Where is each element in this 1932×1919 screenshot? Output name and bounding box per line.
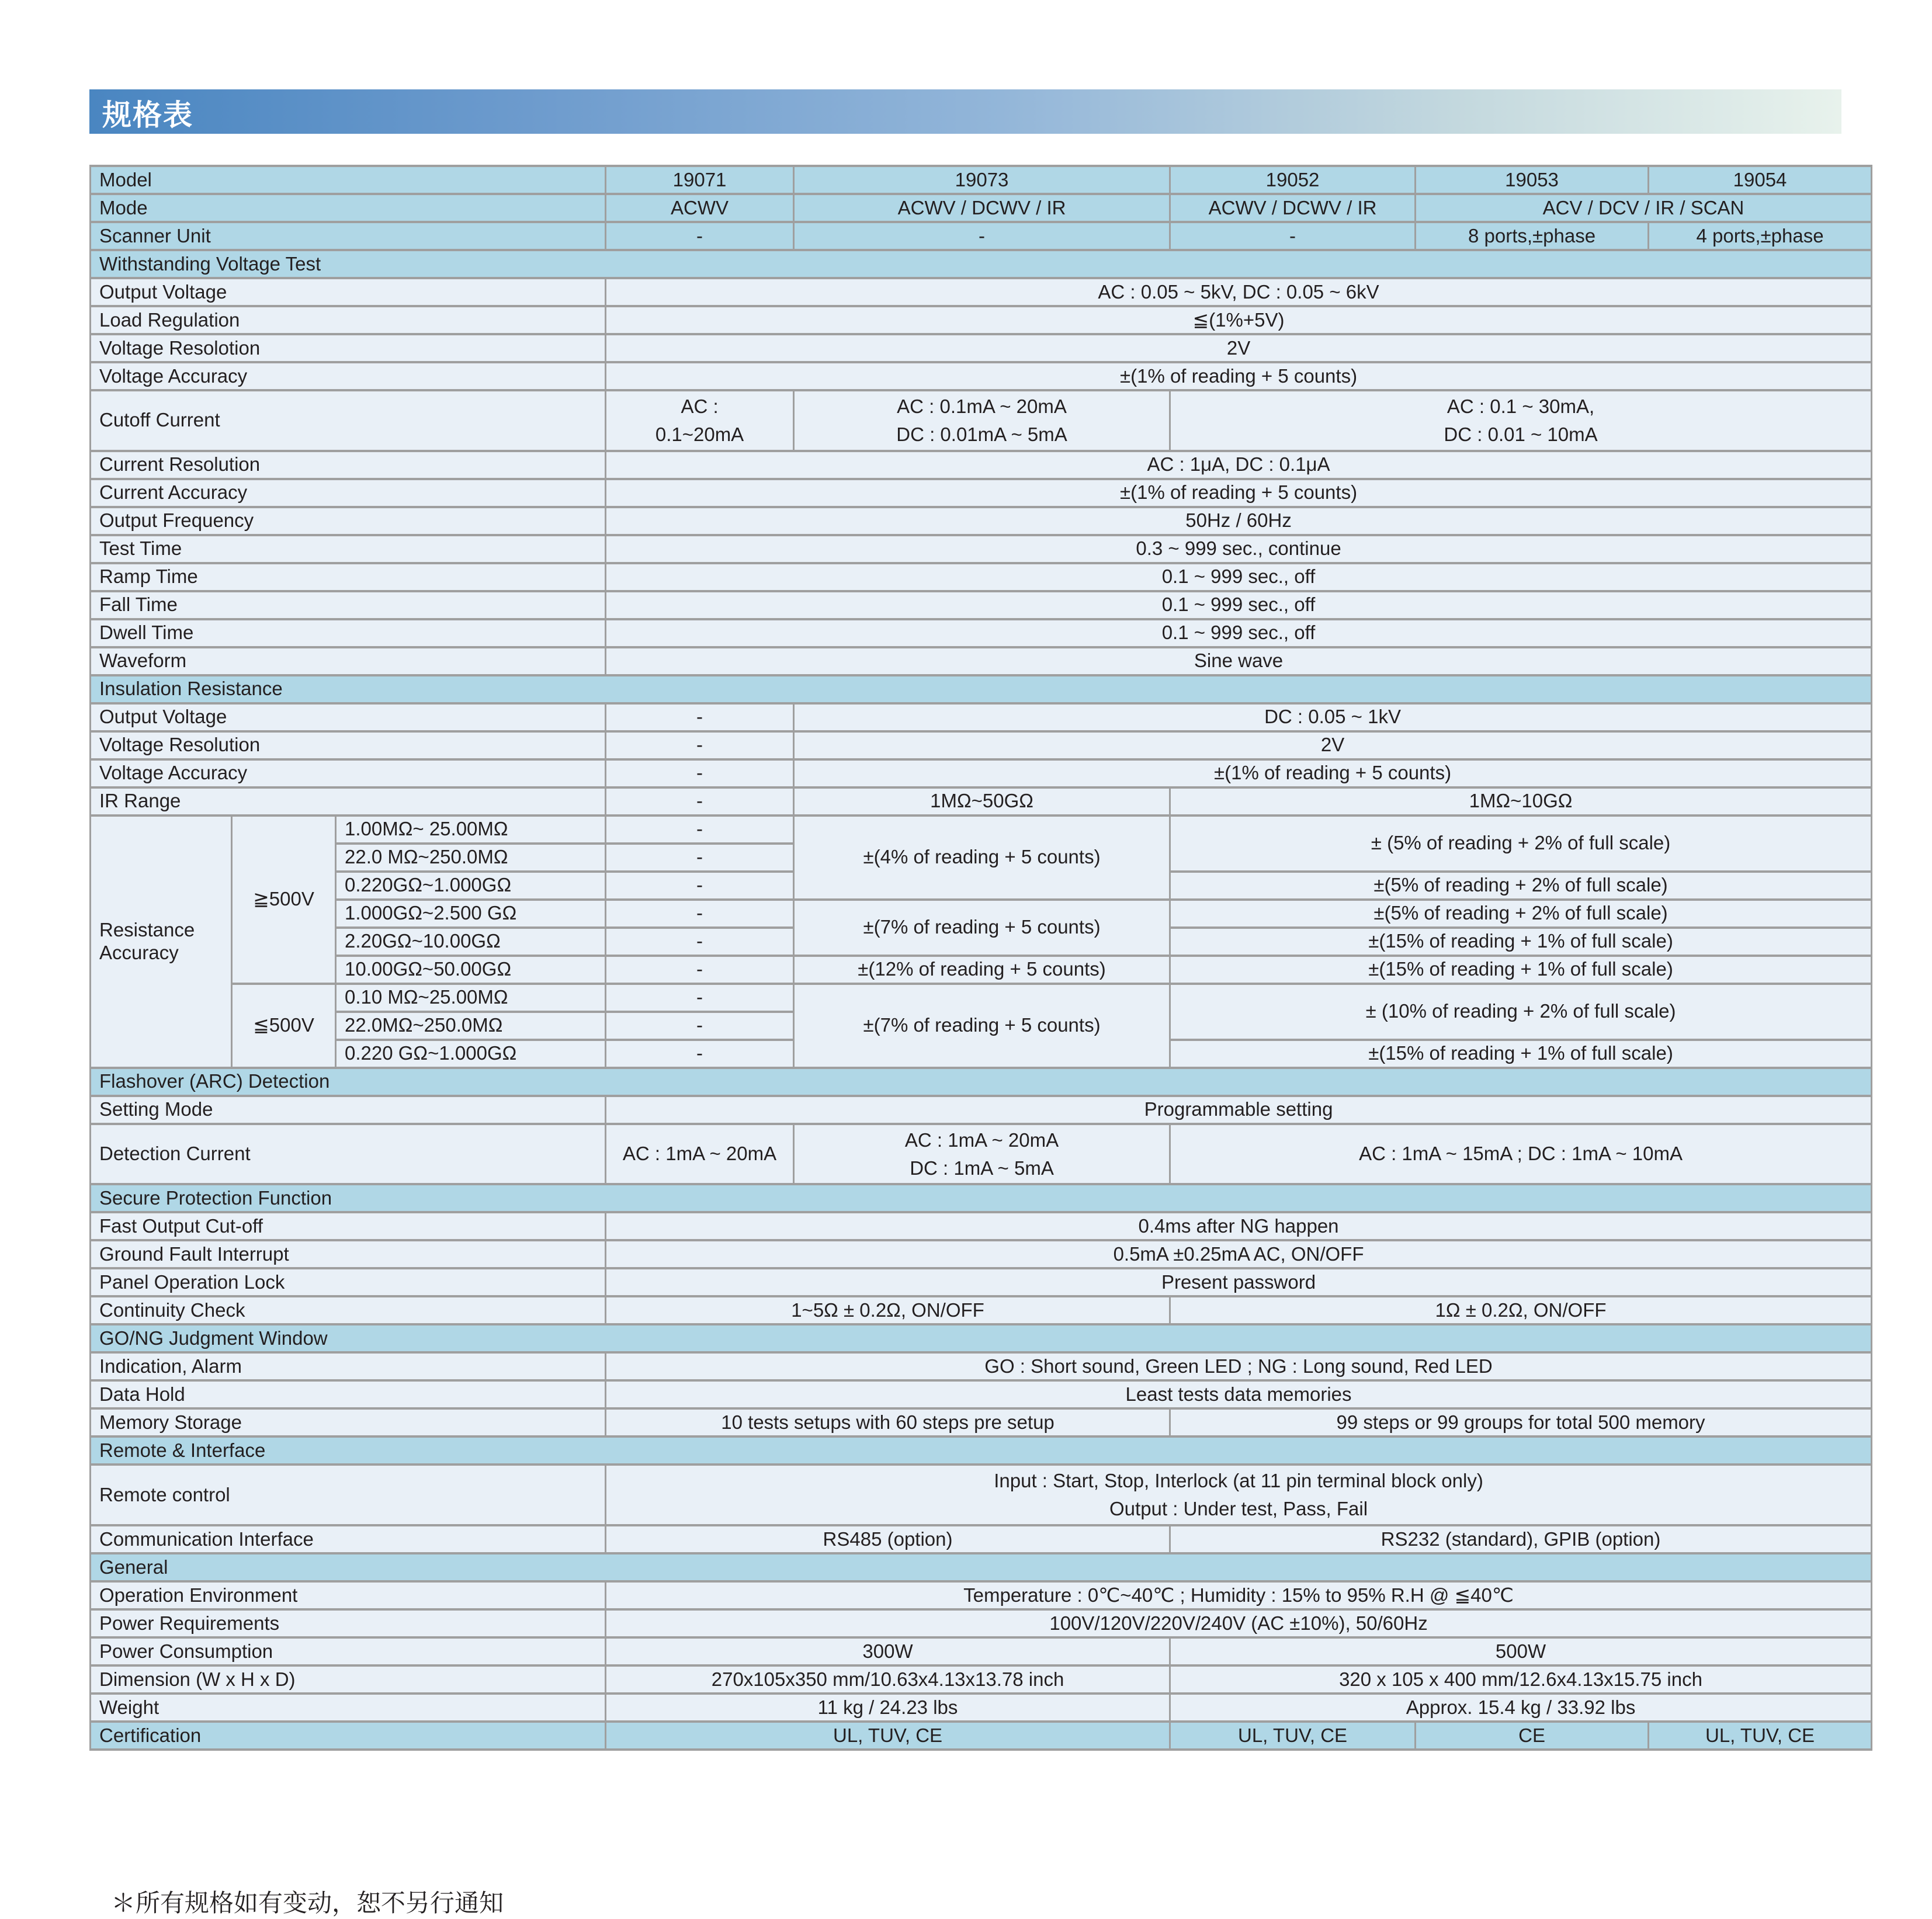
res-acc-4-19052-19054: ±(5% of reading + 2% of full scale) (1170, 900, 1872, 928)
operation-env-value: Temperature : 0℃~40℃ ; Humidity : 15% to 95% R.H @ ≦40℃ (606, 1581, 1872, 1609)
mode-label: Mode (91, 194, 606, 222)
scanner-19053: 8 ports,±phase (1416, 222, 1649, 250)
power-consumption-19052-19054: 500W (1170, 1637, 1872, 1665)
test-time-label: Test Time (91, 535, 606, 563)
scanner-19054: 4 ports,±phase (1649, 222, 1872, 250)
row-fall-time (91, 591, 1872, 619)
detection-current-19073 (794, 1124, 1170, 1185)
row-scanner-unit (91, 222, 1872, 250)
memory-storage-19052-19054: 99 steps or 99 groups for total 500 memory (1170, 1408, 1872, 1436)
detection-19073-line1: AC : 1mA ~ 20mA (904, 1129, 1059, 1151)
weight-19052-19054: Approx. 15.4 kg / 33.92 lbs (1170, 1694, 1872, 1722)
res-acc-range-4: 1.000GΩ~2.500 GΩ (336, 900, 606, 928)
row-ground-fault-interrupt (91, 1240, 1872, 1268)
row-setting-mode (91, 1096, 1872, 1124)
res-acc-range-8: 22.0MΩ~250.0MΩ (336, 1012, 606, 1040)
row-res-acc-6 (91, 956, 1872, 984)
comm-interface-19052-19054: RS232 (standard), GPIB (option) (1170, 1525, 1872, 1553)
continuity-check-19052-19054: 1Ω ± 0.2Ω, ON/OFF (1170, 1296, 1872, 1324)
cutoff-current-19071 (606, 390, 794, 451)
dwell-time-label: Dwell Time (91, 619, 606, 647)
dimension-19071-19073: 270x105x350 mm/10.63x4.13x13.78 inch (606, 1665, 1170, 1694)
section-title: Remote & Interface (91, 1436, 1872, 1465)
row-output-frequency (91, 507, 1872, 535)
cutoff-19073-line1: AC : 0.1mA ~ 20mA (897, 395, 1067, 417)
model-label: Model (91, 166, 606, 194)
ir-output-voltage-label: Output Voltage (91, 703, 606, 731)
row-fast-output-cutoff (91, 1212, 1872, 1240)
ir-range-19052-19054: 1MΩ~10GΩ (1170, 787, 1872, 816)
section-secure-protection-function (91, 1184, 1872, 1212)
row-dimension (91, 1665, 1872, 1694)
row-panel-operation-lock (91, 1268, 1872, 1296)
remote-control-value (606, 1465, 1872, 1525)
panel-lock-label: Panel Operation Lock (91, 1268, 606, 1296)
row-remote-control (91, 1465, 1872, 1525)
certification-19071-19073: UL, TUV, CE (606, 1722, 1170, 1750)
row-memory-storage (91, 1408, 1872, 1436)
mode-19053-19054: ACV / DCV / IR / SCAN (1416, 194, 1872, 222)
res-acc-9-19052-19054: ±(15% of reading + 1% of full scale) (1170, 1040, 1872, 1068)
detection-19073-line2: DC : 1mA ~ 5mA (910, 1157, 1054, 1179)
model-19073: 19073 (794, 166, 1170, 194)
row-wvt-output-voltage (91, 278, 1872, 306)
data-hold-value: Least tests data memories (606, 1380, 1872, 1408)
row-power-requirements (91, 1609, 1872, 1637)
footnote: ＊所有规格如有变动，恕不另行通知 (111, 1889, 504, 1917)
panel-lock-value: Present password (606, 1268, 1872, 1296)
section-flashover-arc-detection (91, 1068, 1872, 1096)
ground-fault-label: Ground Fault Interrupt (91, 1240, 606, 1268)
model-19071: 19071 (606, 166, 794, 194)
comm-interface-label: Communication Interface (91, 1525, 606, 1553)
res-acc-1-19052-19054: ± (5% of reading + 2% of full scale) (1170, 816, 1872, 872)
scanner-19071: - (606, 222, 794, 250)
ir-voltage-resolution-rest: 2V (794, 731, 1872, 759)
remote-control-label: Remote control (91, 1465, 606, 1525)
res-acc-range-2: 22.0 MΩ~250.0MΩ (336, 844, 606, 872)
operation-env-label: Operation Environment (91, 1581, 606, 1609)
test-time-value: 0.3 ~ 999 sec., continue (606, 535, 1872, 563)
model-19052: 19052 (1170, 166, 1416, 194)
section-title: GO/NG Judgment Window (91, 1324, 1872, 1352)
mode-19071: ACWV (606, 194, 794, 222)
certification-label: Certification (91, 1722, 606, 1750)
cutoff-current-19073 (794, 390, 1170, 451)
cutoff-19073-line2: DC : 0.01mA ~ 5mA (896, 423, 1067, 445)
row-res-acc-4 (91, 900, 1872, 928)
continuity-check-label: Continuity Check (91, 1296, 606, 1324)
dwell-time-value: 0.1 ~ 999 sec., off (606, 619, 1872, 647)
page-title-bar (89, 89, 1841, 134)
waveform-label: Waveform (91, 647, 606, 675)
res-acc-1-19071: - (606, 816, 794, 844)
res-acc-5-19071: - (606, 928, 794, 956)
row-model (91, 166, 1872, 194)
current-accuracy-value: ±(1% of reading + 5 counts) (606, 479, 1872, 507)
res-acc-range-5: 2.20GΩ~10.00GΩ (336, 928, 606, 956)
fast-output-cutoff-label: Fast Output Cut-off (91, 1212, 606, 1240)
res-acc-7-19073: ±(7% of reading + 5 counts) (794, 984, 1170, 1068)
res-acc-5-19052-19054: ±(15% of reading + 1% of full scale) (1170, 928, 1872, 956)
weight-label: Weight (91, 1694, 606, 1722)
certification-19052: UL, TUV, CE (1170, 1722, 1416, 1750)
current-accuracy-label: Current Accuracy (91, 479, 606, 507)
cutoff-19071-line1: AC : (681, 395, 719, 417)
power-req-label: Power Requirements (91, 1609, 606, 1637)
row-waveform (91, 647, 1872, 675)
detection-current-19052-19054: AC : 1mA ~ 15mA ; DC : 1mA ~ 10mA (1170, 1124, 1872, 1185)
model-19053: 19053 (1416, 166, 1649, 194)
setting-mode-value: Programmable setting (606, 1096, 1872, 1124)
section-title: Insulation Resistance (91, 675, 1872, 703)
res-acc-range-6: 10.00GΩ~50.00GΩ (336, 956, 606, 984)
model-19054: 19054 (1649, 166, 1872, 194)
row-res-acc-1 (91, 816, 1872, 844)
ir-range-19071: - (606, 787, 794, 816)
row-current-accuracy (91, 479, 1872, 507)
section-withstanding-voltage-test (91, 250, 1872, 278)
row-continuity-check (91, 1296, 1872, 1324)
current-resolution-value: AC : 1μA, DC : 0.1μA (606, 451, 1872, 479)
row-load-regulation (91, 306, 1872, 334)
fast-output-cutoff-value: 0.4ms after NG happen (606, 1212, 1872, 1240)
cutoff-190525354-line2: DC : 0.01 ~ 10mA (1444, 423, 1598, 445)
memory-storage-label: Memory Storage (91, 1408, 606, 1436)
dimension-19052-19054: 320 x 105 x 400 mm/12.6x4.13x15.75 inch (1170, 1665, 1872, 1694)
power-consumption-label: Power Consumption (91, 1637, 606, 1665)
ir-voltage-resolution-19071: - (606, 731, 794, 759)
row-mode (91, 194, 1872, 222)
res-acc-7-19071: - (606, 984, 794, 1012)
res-acc-4-19073: ±(7% of reading + 5 counts) (794, 900, 1170, 956)
section-insulation-resistance (91, 675, 1872, 703)
row-ir-output-voltage (91, 703, 1872, 731)
res-acc-ge500v-label: ≧500V (232, 816, 336, 984)
output-frequency-label: Output Frequency (91, 507, 606, 535)
scanner-19073: - (794, 222, 1170, 250)
output-frequency-value: 50Hz / 60Hz (606, 507, 1872, 535)
dimension-label: Dimension (W x H x D) (91, 1665, 606, 1694)
setting-mode-label: Setting Mode (91, 1096, 606, 1124)
voltage-resolotion-label: Voltage Resolotion (91, 334, 606, 362)
wvt-voltage-accuracy-value: ±(1% of reading + 5 counts) (606, 362, 1872, 390)
section-general (91, 1553, 1872, 1581)
continuity-check-19071-19073: 1~5Ω ± 0.2Ω, ON/OFF (606, 1296, 1170, 1324)
section-go-ng-judgment-window (91, 1324, 1872, 1352)
row-ir-voltage-resolution (91, 731, 1872, 759)
res-acc-6-19052-19054: ±(15% of reading + 1% of full scale) (1170, 956, 1872, 984)
wvt-output-voltage-label: Output Voltage (91, 278, 606, 306)
res-acc-6-19071: - (606, 956, 794, 984)
ir-range-label: IR Range (91, 787, 606, 816)
row-detection-current (91, 1124, 1872, 1185)
row-communication-interface (91, 1525, 1872, 1553)
section-title: Withstanding Voltage Test (91, 250, 1872, 278)
detection-current-label: Detection Current (91, 1124, 606, 1185)
row-current-resolution (91, 451, 1872, 479)
cutoff-19071-line2: 0.1~20mA (655, 423, 744, 445)
wvt-voltage-accuracy-label: Voltage Accuracy (91, 362, 606, 390)
res-acc-range-9: 0.220 GΩ~1.000GΩ (336, 1040, 606, 1068)
res-acc-2-19071: - (606, 844, 794, 872)
row-data-hold (91, 1380, 1872, 1408)
section-remote-interface (91, 1436, 1872, 1465)
spec-table (89, 165, 1872, 1751)
row-cutoff-current (91, 390, 1872, 451)
mode-19073: ACWV / DCWV / IR (794, 194, 1170, 222)
ramp-time-label: Ramp Time (91, 563, 606, 591)
scanner-19052: - (1170, 222, 1416, 250)
res-acc-range-7: 0.10 MΩ~25.00MΩ (336, 984, 606, 1012)
ir-voltage-resolution-label: Voltage Resolution (91, 731, 606, 759)
cutoff-190525354-line1: AC : 0.1 ~ 30mA, (1447, 395, 1595, 417)
cutoff-current-label: Cutoff Current (91, 390, 606, 451)
waveform-value: Sine wave (606, 647, 1872, 675)
res-acc-range-3: 0.220GΩ~1.000GΩ (336, 872, 606, 900)
res-acc-1-19073: ±(4% of reading + 5 counts) (794, 816, 1170, 900)
row-res-acc-7 (91, 984, 1872, 1012)
current-resolution-label: Current Resolution (91, 451, 606, 479)
page-title: 规格表 (102, 99, 193, 131)
res-acc-4-19071: - (606, 900, 794, 928)
res-acc-range-1: 1.00MΩ~ 25.00MΩ (336, 816, 606, 844)
ir-voltage-accuracy-label: Voltage Accuracy (91, 759, 606, 787)
section-title: General (91, 1553, 1872, 1581)
res-acc-3-19052-19054: ±(5% of reading + 2% of full scale) (1170, 872, 1872, 900)
memory-storage-19071-19073: 10 tests setups with 60 steps pre setup (606, 1408, 1170, 1436)
res-acc-9-19071: - (606, 1040, 794, 1068)
data-hold-label: Data Hold (91, 1380, 606, 1408)
fall-time-value: 0.1 ~ 999 sec., off (606, 591, 1872, 619)
row-ir-range (91, 787, 1872, 816)
resistance-accuracy-label: Resistance Accuracy (91, 816, 232, 1068)
row-ir-voltage-accuracy (91, 759, 1872, 787)
ir-voltage-accuracy-19071: - (606, 759, 794, 787)
row-wvt-voltage-accuracy (91, 362, 1872, 390)
voltage-resolotion-value: 2V (606, 334, 1872, 362)
row-dwell-time (91, 619, 1872, 647)
indication-alarm-label: Indication, Alarm (91, 1352, 606, 1380)
row-certification (91, 1722, 1872, 1750)
ir-range-19073: 1MΩ~50GΩ (794, 787, 1170, 816)
indication-alarm-value: GO : Short sound, Green LED ; NG : Long sound, Red LED (606, 1352, 1872, 1380)
row-power-consumption (91, 1637, 1872, 1665)
res-acc-8-19071: - (606, 1012, 794, 1040)
row-voltage-resolotion (91, 334, 1872, 362)
wvt-output-voltage-value: AC : 0.05 ~ 5kV, DC : 0.05 ~ 6kV (606, 278, 1872, 306)
res-acc-7-19052-19054: ± (10% of reading + 2% of full scale) (1170, 984, 1872, 1040)
ir-voltage-accuracy-rest: ±(1% of reading + 5 counts) (794, 759, 1872, 787)
ground-fault-value: 0.5mA ±0.25mA AC, ON/OFF (606, 1240, 1872, 1268)
row-operation-environment (91, 1581, 1872, 1609)
weight-19071-19073: 11 kg / 24.23 lbs (606, 1694, 1170, 1722)
certification-19053: CE (1416, 1722, 1649, 1750)
fall-time-label: Fall Time (91, 591, 606, 619)
row-indication-alarm (91, 1352, 1872, 1380)
certification-19054: UL, TUV, CE (1649, 1722, 1872, 1750)
remote-control-line2: Output : Under test, Pass, Fail (1109, 1498, 1368, 1520)
remote-control-line1: Input : Start, Stop, Interlock (at 11 pin terminal block only) (994, 1470, 1483, 1492)
scanner-label: Scanner Unit (91, 222, 606, 250)
res-acc-3-19071: - (606, 872, 794, 900)
row-weight (91, 1694, 1872, 1722)
res-acc-6-19073: ±(12% of reading + 5 counts) (794, 956, 1170, 984)
power-consumption-19071-19073: 300W (606, 1637, 1170, 1665)
detection-current-19071: AC : 1mA ~ 20mA (606, 1124, 794, 1185)
row-test-time (91, 535, 1872, 563)
comm-interface-19071-19073: RS485 (option) (606, 1525, 1170, 1553)
ir-output-voltage-rest: DC : 0.05 ~ 1kV (794, 703, 1872, 731)
row-ramp-time (91, 563, 1872, 591)
ramp-time-value: 0.1 ~ 999 sec., off (606, 563, 1872, 591)
power-req-value: 100V/120V/220V/240V (AC ±10%), 50/60Hz (606, 1609, 1872, 1637)
section-title: Flashover (ARC) Detection (91, 1068, 1872, 1096)
load-regulation-value: ≦(1%+5V) (606, 306, 1872, 334)
res-acc-le500v-label: ≦500V (232, 984, 336, 1068)
section-title: Secure Protection Function (91, 1184, 1872, 1212)
mode-19052: ACWV / DCWV / IR (1170, 194, 1416, 222)
load-regulation-label: Load Regulation (91, 306, 606, 334)
ir-output-voltage-19071: - (606, 703, 794, 731)
cutoff-current-19052-19054 (1170, 390, 1872, 451)
